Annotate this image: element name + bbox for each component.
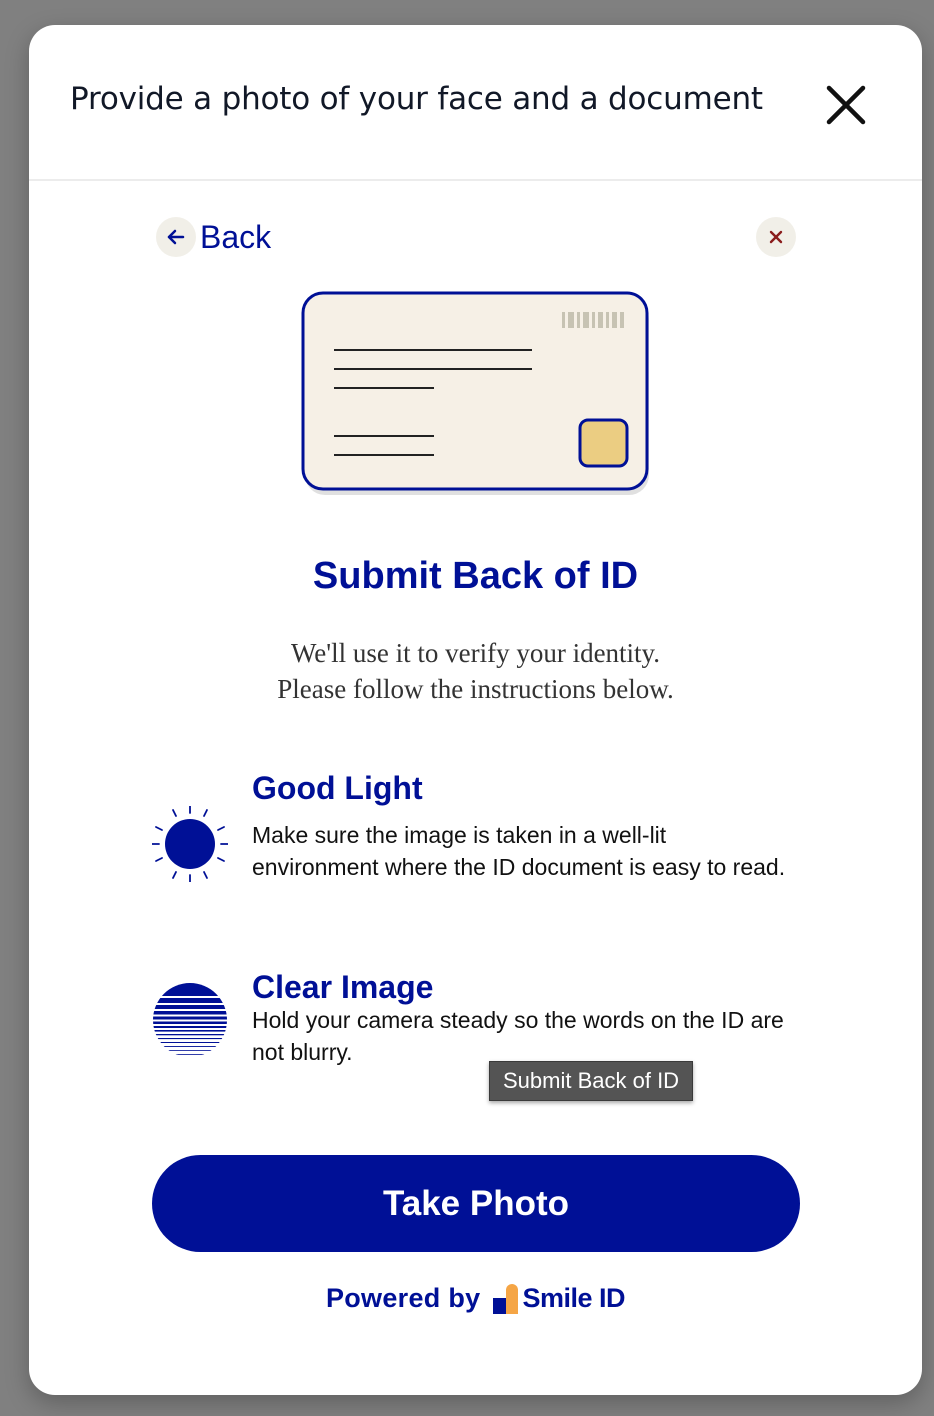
powered-by-footer	[29, 1283, 922, 1314]
tip-body-clear-image: Hold your camera steady so the words on the ID are not blurry.	[252, 1007, 784, 1065]
subtext-line-2: Please follow the instructions below.	[277, 674, 674, 704]
page-title: Submit Back of ID	[312, 555, 639, 597]
back-arrow-circle	[156, 217, 196, 257]
verification-modal	[29, 25, 922, 1395]
brand-name: Smile ID	[522, 1283, 626, 1313]
tooltip: Submit Back of ID	[489, 1061, 693, 1101]
arrow-left-icon	[165, 226, 187, 248]
modal-header	[29, 25, 922, 181]
close-modal-button[interactable]	[821, 80, 871, 130]
clear-image-icon	[152, 982, 228, 1058]
close-icon	[821, 80, 871, 130]
back-label: Back	[200, 218, 272, 255]
back-button[interactable]	[156, 215, 271, 259]
cancel-button[interactable]	[756, 217, 796, 257]
subtext-line-1: We'll use it to verify your identity.	[290, 638, 661, 668]
tip-title-good-light: Good Light	[252, 770, 423, 806]
tip-title-clear-image: Clear Image	[252, 969, 434, 1005]
close-icon	[768, 229, 784, 245]
smile-id-logo[interactable]	[493, 1283, 626, 1314]
modal-title: Provide a photo of your face and a document	[70, 81, 763, 117]
instructions-text	[29, 635, 922, 707]
powered-by-label: Powered by	[325, 1283, 481, 1313]
sun-icon	[152, 806, 228, 882]
take-photo-button[interactable]: Take Photo	[152, 1155, 800, 1252]
id-card-back-illustration	[297, 287, 657, 517]
chip-icon	[580, 420, 627, 466]
smile-id-logo-icon	[493, 1284, 519, 1314]
barcode-icon	[562, 312, 624, 328]
tip-body-good-light: Make sure the image is taken in a well-lit environment where the ID document is easy to read.	[252, 822, 786, 880]
